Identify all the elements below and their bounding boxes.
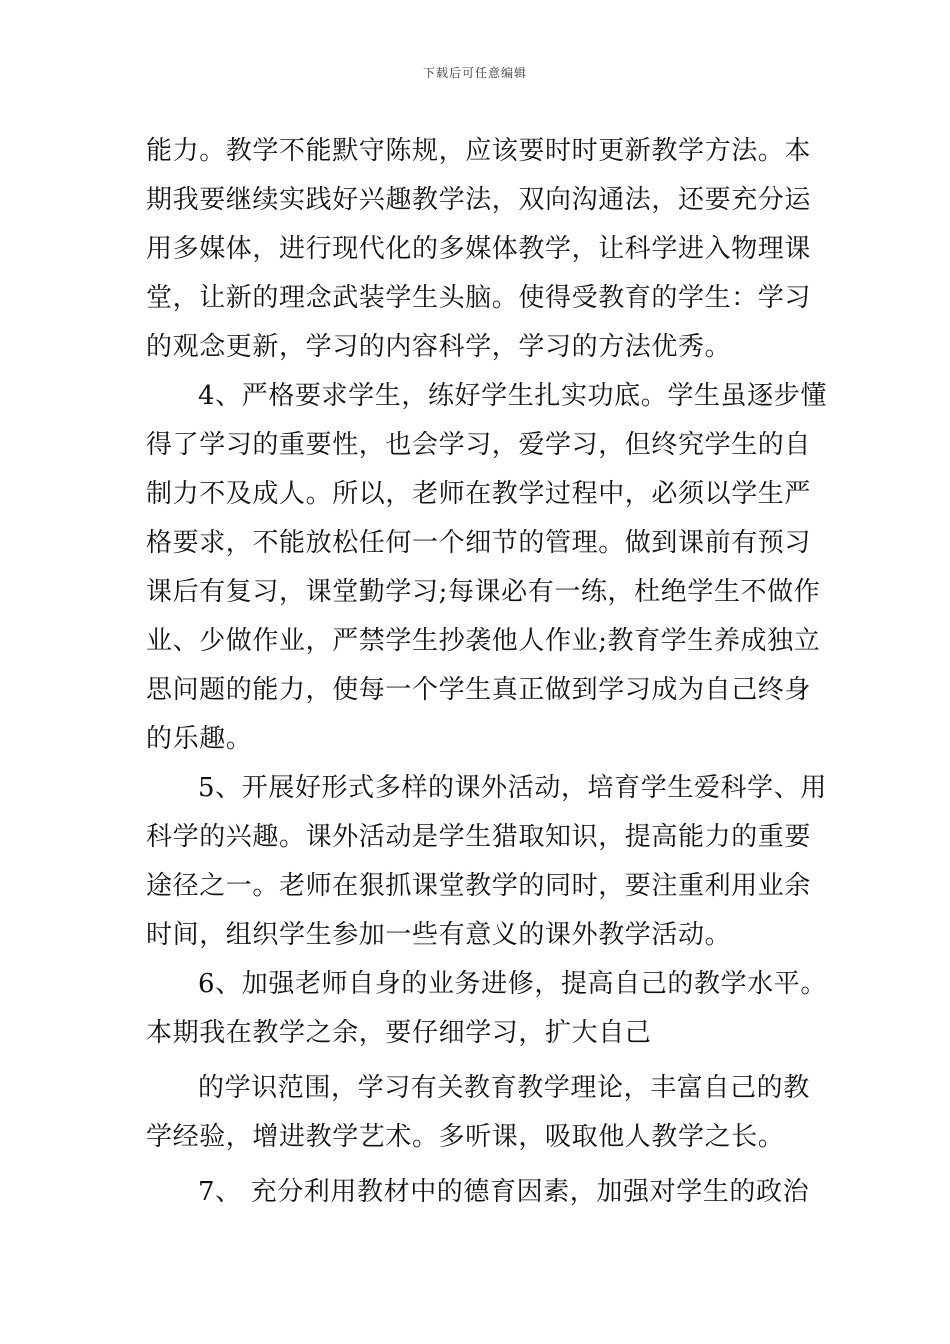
paragraph-start-line: 5、开展好形式多样的课外活动，培育学生爱科学、用 <box>198 773 827 803</box>
text-line: 学经验，增进教学艺术。多听课，吸取他人教学之长。 <box>146 1122 785 1152</box>
text-line: 用多媒体，进行现代化的多媒体教学，让科学进入物理课 <box>146 234 812 264</box>
text-line: 课后有复习，课堂勤学习;每课必有一练，杜绝学生不做作 <box>146 577 821 607</box>
text-line: 堂，让新的理念武装学生头脑。使得受教育的学生：学习 <box>146 283 812 313</box>
text-line: 的观念更新，学习的内容科学，学习的方法优秀。 <box>146 332 732 362</box>
text-line: 本期我在教学之余，要仔细学习，扩大自己 <box>146 1018 652 1048</box>
text-line: 时间，组织学生参加一些有意义的课外教学活动。 <box>146 920 732 950</box>
text-line: 途径之一。老师在狠抓课堂教学的同时，要注重利用业余 <box>146 871 812 901</box>
text-line: 科学的兴趣。课外活动是学生猎取知识，提高能力的重要 <box>146 822 812 852</box>
page-header: 下载后可任意编辑 <box>422 66 527 80</box>
body-text <box>146 127 827 1217</box>
text-line: 格要求，不能放松任何一个细节的管理。做到课前有预习 <box>146 528 812 558</box>
paragraph-start-line: 7、 充分利用教材中的德育因素，加强对学生的政治 <box>198 1177 810 1207</box>
text-line: 制力不及成人。所以，老师在教学过程中，必须以学生严 <box>146 479 812 509</box>
paragraph-start-line: 6、加强老师自身的业务进修，提高自己的教学水平。 <box>198 969 827 999</box>
paragraph-start-line: 的学识范围，学习有关教育教学理论，丰富自己的教 <box>198 1073 810 1103</box>
text-line: 期我要继续实践好兴趣教学法，双向沟通法，还要充分运 <box>146 185 812 215</box>
text-line: 业、少做作业，严禁学生抄袭他人作业;教育学生养成独立 <box>146 626 821 656</box>
text-line: 的乐趣。 <box>146 724 253 754</box>
paragraph-start-line: 4、严格要求学生，练好学生扎实功底。学生虽逐步懂 <box>198 381 827 411</box>
text-line: 能力。教学不能默守陈规，应该要时时更新教学方法。本 <box>146 136 812 166</box>
text-line: 思问题的能力，使每一个学生真正做到学习成为自己终身 <box>146 675 812 705</box>
text-line: 得了学习的重要性，也会学习，爱学习，但终究学生的自 <box>146 430 812 460</box>
